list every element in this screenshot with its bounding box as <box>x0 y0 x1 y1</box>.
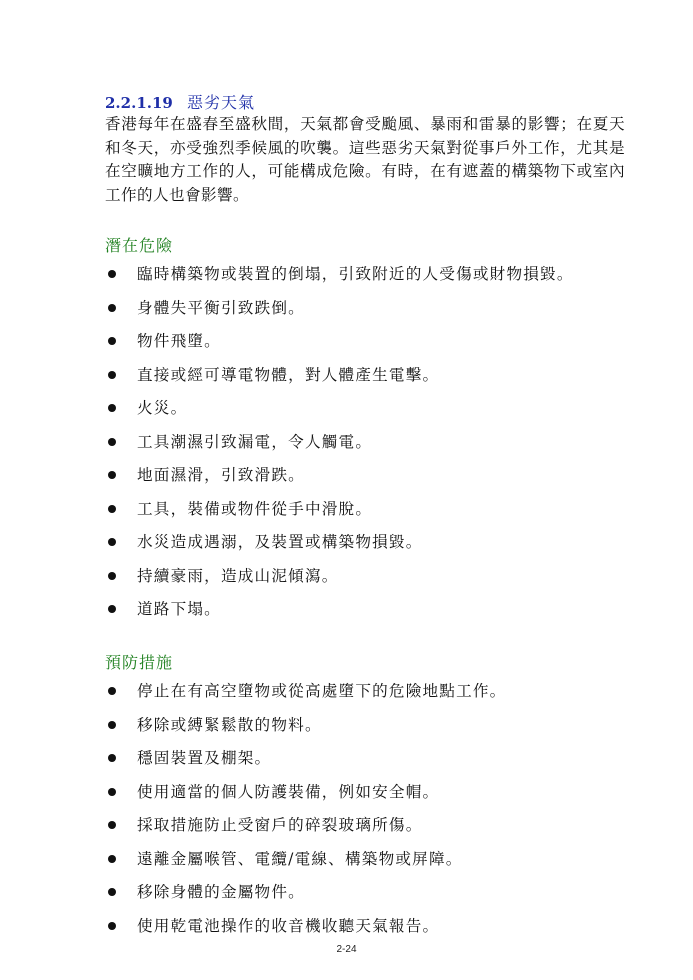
list-item <box>105 432 645 466</box>
bullet-icon <box>108 404 116 412</box>
bullet-icon <box>108 572 116 580</box>
list-item-text: 火災。 <box>137 399 188 417</box>
bullet-icon <box>108 754 116 762</box>
section-number: 2.2.1.19 <box>105 94 173 112</box>
hazard-list <box>105 264 645 633</box>
list-item-text: 遠離金屬喉管、電纜/電線、構築物或屏障。 <box>137 849 463 868</box>
list-item <box>105 331 645 365</box>
list-item-text: 直接或經可導電物體，對人體產生電擊。 <box>137 365 440 384</box>
bullet-icon <box>108 270 116 278</box>
list-item <box>105 532 645 566</box>
intro-paragraph: 香港每年在盛春至盛秋間，天氣都會受颱風、暴雨和雷暴的影響；在夏天和冬天，亦受強烈季候風的吹襲。這些惡劣天氣對從事戶外工作，尤其是在空曠地方工作的人，可能構成危險。有時，在有遮蓋的構築物下或室內工作的人也會影響。 <box>105 115 625 204</box>
page-number: 2-24 <box>336 944 357 955</box>
list-item <box>105 748 645 782</box>
list-item-text: 移除身體的金屬物件。 <box>137 883 305 901</box>
bullet-icon <box>108 788 116 796</box>
list-item <box>105 465 645 499</box>
list-item-text: 持續豪雨，造成山泥傾瀉。 <box>137 566 339 585</box>
list-item <box>105 681 645 715</box>
bullet-icon <box>108 721 116 729</box>
list-item-text: 道路下塌。 <box>137 600 221 618</box>
bullet-icon <box>108 337 116 345</box>
section-title: 惡劣天氣 <box>187 93 256 112</box>
bullet-icon <box>108 438 116 446</box>
list-item-text: 採取措施防止受窗戶的碎裂玻璃所傷。 <box>137 816 423 834</box>
bullet-icon <box>108 471 116 479</box>
list-item-text: 穩固裝置及棚架。 <box>137 749 272 767</box>
list-item <box>105 599 645 633</box>
list-item-text: 身體失平衡引致跌倒。 <box>137 298 305 317</box>
list-item <box>105 566 645 600</box>
bullet-icon <box>108 888 116 896</box>
list-item-text: 物件飛墮。 <box>137 332 221 350</box>
bullet-icon <box>108 304 116 312</box>
bullet-icon <box>108 371 116 379</box>
list-item <box>105 782 645 816</box>
bullet-icon <box>108 922 116 930</box>
bullet-icon <box>108 605 116 613</box>
list-item <box>105 298 645 332</box>
list-item-text: 使用乾電池操作的收音機收聽天氣報告。 <box>137 916 440 935</box>
list-item <box>105 815 645 849</box>
prevention-title: 預防措施 <box>105 653 174 672</box>
bullet-icon <box>108 505 116 513</box>
bullet-icon <box>108 687 116 695</box>
list-item-text: 移除或縛緊鬆散的物料。 <box>137 715 322 734</box>
list-item-text: 工具潮濕引致漏電，令人觸電。 <box>137 432 373 451</box>
list-item-text: 地面濕滑，引致滑跌。 <box>137 466 305 484</box>
list-item-text: 工具，裝備或物件從手中滑脫。 <box>137 499 373 518</box>
bullet-icon <box>108 538 116 546</box>
list-item <box>105 264 645 298</box>
list-item <box>105 849 645 883</box>
list-item <box>105 499 645 533</box>
list-item <box>105 715 645 749</box>
bullet-icon <box>108 821 116 829</box>
section-heading <box>105 90 255 113</box>
list-item-text: 水災造成遇溺，及裝置或構築物損毀。 <box>137 533 423 551</box>
list-item <box>105 882 645 916</box>
list-item-text: 停止在有高空墮物或從高處墮下的危險地點工作。 <box>137 682 507 700</box>
bullet-icon <box>108 855 116 863</box>
list-item <box>105 365 645 399</box>
list-item-text: 使用適當的個人防護裝備，例如安全帽。 <box>137 782 440 801</box>
hazards-title: 潛在危險 <box>105 236 174 255</box>
prevention-list <box>105 681 645 949</box>
list-item-text: 臨時構築物或裝置的倒塌，引致附近的人受傷或財物損毀。 <box>137 265 574 283</box>
list-item <box>105 398 645 432</box>
